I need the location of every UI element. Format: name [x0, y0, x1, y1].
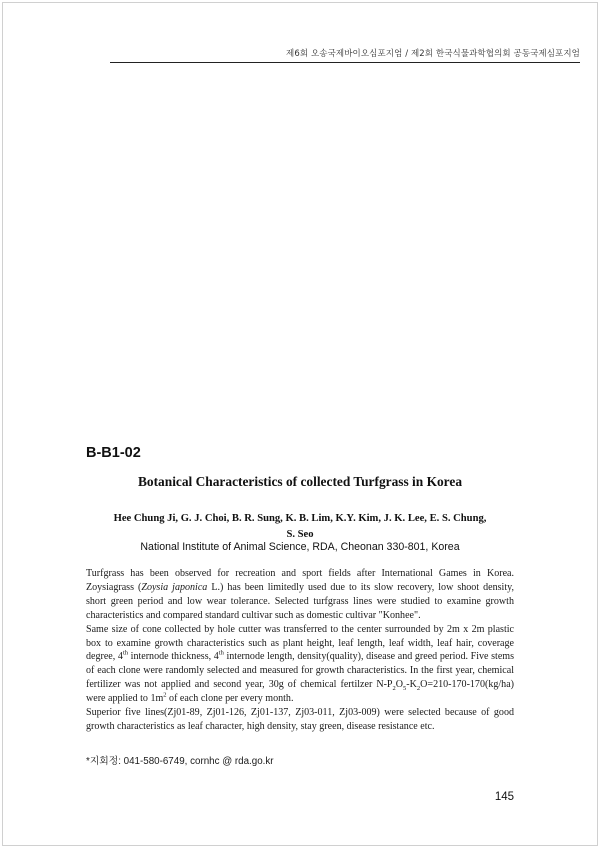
corresponding-contact: *지회정: 041-580-6749, cornhc @ rda.go.kr: [86, 756, 274, 767]
author-line-1: Hee Chung Ji, G. J. Choi, B. R. Sung, K. B. Lim, K.Y. Kim, J. K. Lee, E. S. Chung,: [113, 513, 487, 524]
abstract-paragraph-3: Superior five lines(Zj01-89, Zj01-126, Zj01-137, Zj03-011, Zj03-009) were selected because of good growth characteristics as leaf character, high density, stay green, disease resistance etc.: [86, 707, 514, 732]
abstract-body: [86, 567, 514, 734]
abstract-paragraph-2: Same size of cone collected by hole cutter was transferred to the center surrounded by 2m x 2m plastic box to examine growth characteristics such as plant height, leaf length, leaf width, leaf hair, coverage degree, 4th internode thickness, 4th internode length, density(quality), disease and greed period. Five stems of each clone were randomly selected and measured for growth characteristics. In the first year, chemical fertilizer was not applied and second year, 30g of chemical fertilzer $N-P_2O_5-K_2O=210-170-170(kg/ha)$ were applied to $1m^2$ of each clone per every month.: [86, 623, 515, 705]
page-number: 145: [494, 791, 514, 803]
paper-title: Botanical Characteristics of collected Turfgrass in Korea: [137, 474, 463, 489]
author-line-2: S. Seo: [286, 529, 314, 540]
abstract-paragraph-1: Turfgrass has been observed for recreation and sport fields after International Games in Korea. Zoysiagrass (Zoysia japonica L.) has been limitedly used due to its slow recovery, low shoot density, short green period and low wear tolerance. Selected turfgrass lines were studied to examine growth characteristics and compared standard cultivar such as domestic cultivar "Konhee".: [86, 568, 515, 621]
running-header: 제6회 오송국제바이오심포지엄 / 제2회 한국식물과학협의회 공동국제심포지엄: [286, 49, 580, 59]
header-rule: [110, 62, 580, 63]
affiliation: National Institute of Animal Science, RDA, Cheonan 330-801, Korea: [140, 541, 460, 553]
author-list: [86, 511, 514, 543]
section-code: B-B1-02: [86, 445, 141, 461]
species-name: Zoysia japonica: [141, 581, 208, 593]
